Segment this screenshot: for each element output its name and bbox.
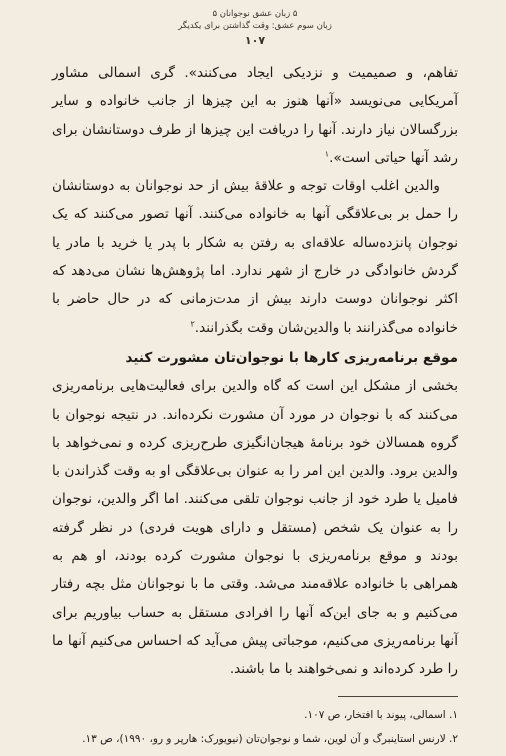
paragraph-2	[52, 172, 458, 342]
footnote-1: ۱. اسمالی، پیوند با افتخار، ص ۱۰۷.	[304, 708, 458, 721]
footnote-divider	[338, 696, 458, 697]
section-heading: موقع برنامه‌ریزی کارها با نوجوان‌تان مشورت کنید	[125, 349, 458, 366]
paragraph-1	[52, 59, 458, 172]
footnote-2: ۲. لارنس استاینبرگ و آن لوین، شما و نوجوان‌تان (نیویورک: هارپر و رو، ۱۹۹۰)، ص ۱۳.	[82, 732, 458, 745]
page-number: ۱۰۷	[244, 34, 266, 47]
running-head-chapter-title: زبان سوم عشق: وقت گذاشتن برای یکدیگر	[178, 21, 332, 31]
footnote-ref-2: ۲	[190, 319, 195, 329]
footnote-ref-1: ۱	[324, 149, 330, 159]
paragraph-3: بخشی از مشکل این است که گاه والدین برای فعالیت‌هایی برنامه‌ریزی می‌کنند که با نوجوان در مورد آن مشورت نکرده‌اند. در نتیجه نوجوان با گروه همسالان خود برنامهٔ هیجان‌انگیزی طرح‌ریزی کرده و نمی‌خواهد با والدین برود. والدین این امر را به عنوان بی‌علاقگی او به وقت گذراندن با فامیل یا طرد خود از جانب نوجوان تلقی می‌کنند. اما اگر والدین، نوجوان را به عنوان یک شخص (مستقل و دارای هویت فردی) در نظر گرفته بودند و موقع برنامه‌ریزی با نوجوان مشورت کرده بودند، او هم به همراهی با خانواده علاقه‌مند می‌شد. وقتی ما با نوجوانان مثل بچه رفتار می‌کنیم و به جای این‌که آنها را افرادی مستقل به حساب بیاوریم برای آنها برنامه‌ریزی می‌کنیم، موجباتی پیش می‌آید که احساس می‌کنیم آنها ما را طرد کرده‌اند و نمی‌خواهند با ما باشند.	[52, 378, 458, 678]
paragraph-1-text: تفاهم، و صمیمیت و نزدیکی ایجاد می‌کنند». گری اسمالی مشاور آمریکایی می‌نویسد «آنها هنوز به این چیزها از جانب خانواده و سایر بزرگسالان نیاز دارند. آنها را دریافت این چیزها از طرف دوستانشان برای رشد آنها حیاتی است».	[52, 65, 458, 166]
running-head-book-title: ۵ زبان عشق نوجوانان ۵	[212, 9, 298, 19]
footnotes	[52, 703, 458, 751]
body-text	[52, 59, 458, 684]
paragraph-2-text: والدین اغلب اوقات توجه و علاقهٔ بیش از حد نوجوانان به دوستانشان را حمل بر بی‌علاقگی آنها به خانواده می‌کنند. آنها تصور می‌کنند که یک نوجوان پانزده‌ساله علاقه‌ای به رفتن به شکار با پدر یا خرید با مادر یا گردش خانوادگی در خارج از شهر ندارد. اما پژوهش‌ها نشان می‌دهد که اکثر نوجوانان دوست دارند بیش از مدت‌زمانی که در حال حاضر با خانواده می‌گذرانند با والدین‌شان وقت بگذرانند.	[52, 178, 458, 336]
running-head	[52, 8, 458, 48]
